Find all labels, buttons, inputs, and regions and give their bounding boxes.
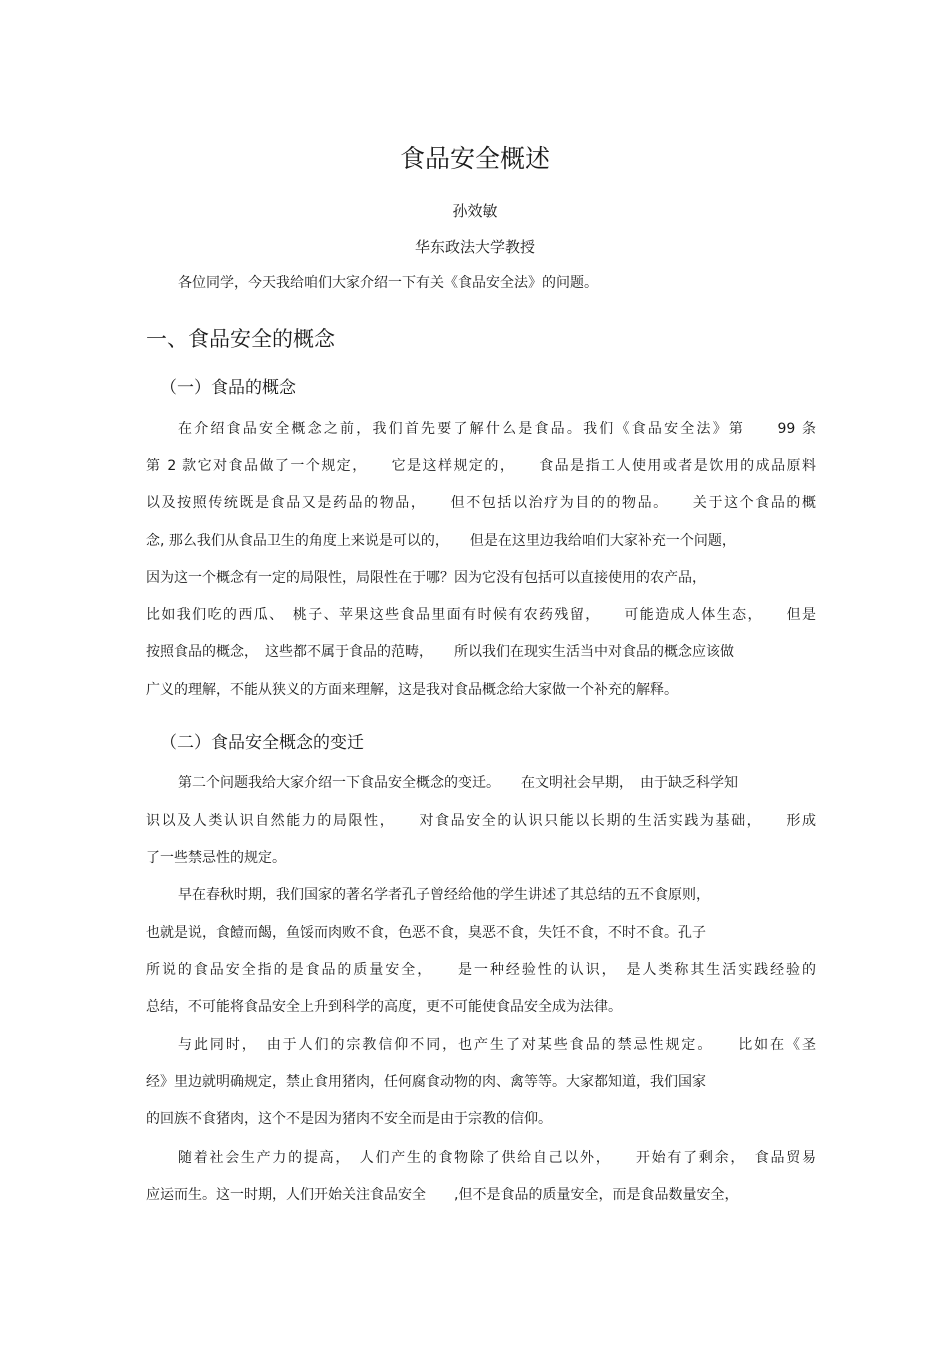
paragraph-line: 在介绍食品安全概念之前，我们首先要了解什么是食品。我们《食品安全法》第 99 条 xyxy=(178,421,816,437)
subsection-heading-2: （二）食品安全概念的变迁 xyxy=(160,733,364,753)
paragraph-line: 按照食品的概念， 这些都不属于食品的范畴， 所以我们在现实生活当中对食品的概念应该做 xyxy=(146,644,734,660)
paragraph-line: 比如我们吃的西瓜、 桃子、苹果这些食品里面有时候有农药残留， 可能造成人体生态， 但是 xyxy=(146,607,816,623)
section-heading-1: 一、食品安全的概念 xyxy=(146,327,335,351)
paragraph-line: 识以及人类认识自然能力的局限性， 对食品安全的认识只能以长期的生活实践为基础， 形成 xyxy=(146,813,816,829)
paragraph-line: 与此同时， 由于人们的宗教信仰不同，也产生了对某些食品的禁忌性规定。 比如在《圣 xyxy=(178,1037,816,1053)
paragraph-line: 随着社会生产力的提高， 人们产生的食物除了供给自己以外， 开始有了剩余， 食品贸易 xyxy=(178,1150,816,1166)
paragraph-line: 第二个问题我给大家介绍一下食品安全概念的变迁。 在文明社会早期， 由于缺乏科学知 xyxy=(178,775,738,791)
paragraph-line: 所说的食品安全指的是食品的质量安全， 是一种经验性的认识， 是人类称其生活实践经验的 xyxy=(146,962,816,978)
paragraph-line: 了一些禁忌性的规定。 xyxy=(146,850,286,866)
intro-paragraph: 各位同学，今天我给咱们大家介绍一下有关《食品安全法》的问题。 xyxy=(178,275,598,291)
paragraph-line: 经》里边就明确规定，禁止食用猪肉，任何腐食动物的肉、禽等等。大家都知道，我们国家 xyxy=(146,1074,706,1090)
document-title: 食品安全概述 xyxy=(399,144,550,173)
paragraph-line: 因为这一个概念有一定的局限性，局限性在于哪？因为它没有包括可以直接使用的农产品， xyxy=(146,570,706,586)
paragraph-line: 念, 那么我们从食品卫生的角度上来说是可以的， 但是在这里边我给咱们大家补充一个问题， xyxy=(146,533,736,549)
paragraph-line: 也就是说，食饐而餲，鱼馁而肉败不食，色恶不食，臭恶不食，失饪不食，不时不食。孔子 xyxy=(146,925,706,941)
paragraph-line: 应运而生。这一时期，人们开始关注食品安全 ,但不是食品的质量安全，而是食品数量安全， xyxy=(146,1187,739,1203)
paragraph-line: 早在春秋时期，我们国家的著名学者孔子曾经给他的学生讲述了其总结的五不食原则， xyxy=(178,887,710,903)
author-name: 孙效敏 xyxy=(452,202,498,220)
subsection-heading-1: （一）食品的概念 xyxy=(160,378,296,398)
paragraph-line: 以及按照传统既是食品又是药品的物品， 但不包括以治疗为目的的物品。 关于这个食品的概 xyxy=(146,495,816,511)
paragraph-line: 广义的理解，不能从狭义的方面来理解，这是我对食品概念给大家做一个补充的解释。 xyxy=(146,682,678,698)
author-affiliation: 华东政法大学教授 xyxy=(414,238,535,256)
paragraph-line: 总结，不可能将食品安全上升到科学的高度，更不可能使食品安全成为法律。 xyxy=(146,999,622,1015)
paragraph-line: 第 2 款它对食品做了一个规定， 它是这样规定的， 食品是指工人使用或者是饮用的成品原料 xyxy=(146,458,816,474)
paragraph-line: 的回族不食猪肉，这个不是因为猪肉不安全而是由于宗教的信仰。 xyxy=(146,1111,552,1127)
